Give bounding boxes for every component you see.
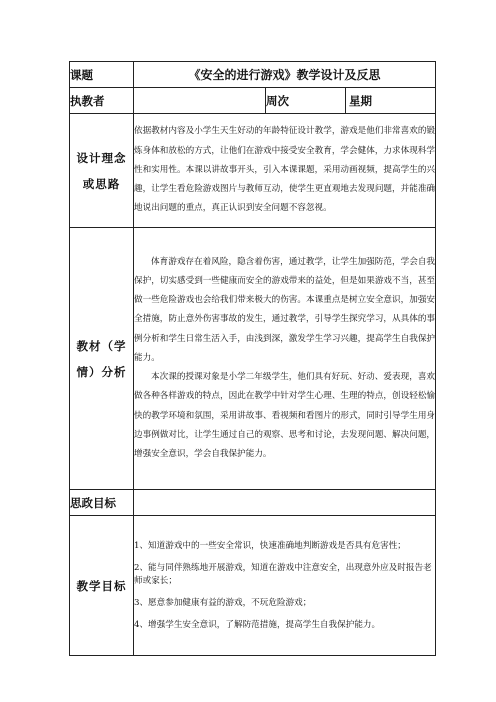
design-concept-text	[134, 114, 436, 228]
row-ideology-goals	[70, 490, 436, 516]
material-analysis-label-line1: 教材（学	[76, 338, 127, 353]
design-concept-label-line1: 设计理念	[76, 150, 127, 165]
material-analysis-paragraph-2: 本次课的授课对象是小学二年级学生，他们具有好玩、好动、爱表现，喜欢做各种各样游戏的特点，因此在教学中针对学生心理、生理的特点，创设轻松愉快的教学环境和氛围，采用讲故事、看视频和看图片的形式，同时引导学生用身边事例做对比，让学生通过自己的观察、思考和讨论，去发现问题、解决问题，增强安全意识，学会自我保护能力。	[134, 372, 436, 459]
teaching-goals-list	[134, 516, 436, 656]
weekday-label: 星期	[346, 88, 436, 114]
design-concept-label	[70, 114, 134, 228]
teaching-goal-item: 2、能与同伴熟练地开展游戏，知道在游戏中注意安全，出现意外应及时报告老师或家长；	[134, 562, 432, 586]
row-material-analysis	[70, 228, 436, 490]
row-course-title	[70, 62, 436, 88]
material-analysis-text	[134, 228, 436, 490]
week-label: 周次	[266, 88, 346, 114]
material-analysis-paragraph-1: 体育游戏存在着风险，隐含着伤害，通过教学，让学生加强防范，学会自我保护，切实感受到一些健康而安全的游戏带来的益处，但是如果游戏不当，甚至做一些危险游戏也会给我们带来极大的伤害。本课重点是树立安全意识，加强安全措施，防止意外伤害事故的发生，通过教学，引导学生探究学习，从具体的事例分析和学生日常生活入手，由浅到深，激发学生学习兴趣，提高学生自我保护能力。	[134, 256, 436, 363]
material-analysis-label-line2: 情）分析	[76, 364, 127, 379]
course-label: 课题	[70, 62, 134, 88]
ideology-goals-value	[134, 490, 436, 516]
teaching-goals-label: 教学目标	[70, 516, 134, 656]
material-analysis-label	[70, 228, 134, 490]
teacher-value-cell	[134, 88, 266, 114]
row-teacher	[70, 88, 436, 114]
row-teaching-goals	[70, 516, 436, 656]
design-concept-label-line2: 或思路	[82, 176, 121, 191]
teaching-goal-item: 1、知道游戏中的一些安全常识，快速准确地判断游戏是否具有危害性；	[134, 540, 406, 551]
teaching-goal-item: 3、愿意参加健康有益的游戏，不玩危险游戏；	[134, 597, 312, 608]
teaching-goal-item: 4、增强学生安全意识，了解防范措施，提高学生自我保护能力。	[134, 619, 381, 630]
lesson-plan-table	[69, 61, 436, 656]
row-design-concept	[70, 114, 436, 228]
course-title: 《安全的进行游戏》教学设计及反思	[134, 62, 436, 88]
teacher-label: 执教者	[70, 88, 134, 114]
ideology-goals-label: 思政目标	[70, 490, 134, 516]
design-concept-paragraph: 依据教材内容及小学生天生好动的年龄特征设计教学，游戏是他们非常喜欢的锻炼身体和放松的方式，让他们在游戏中接受安全教育，学会健体，力求体现科学性和实用性。本课以讲故事开头，引入本课课题，采用动画视频，提高学生的兴趣，让学生看危险游戏图片与教师互动，使学生更直观地去发现问题，并能准确地说出问题的重点，真正认识到安全问题不容忽视。	[134, 126, 436, 214]
